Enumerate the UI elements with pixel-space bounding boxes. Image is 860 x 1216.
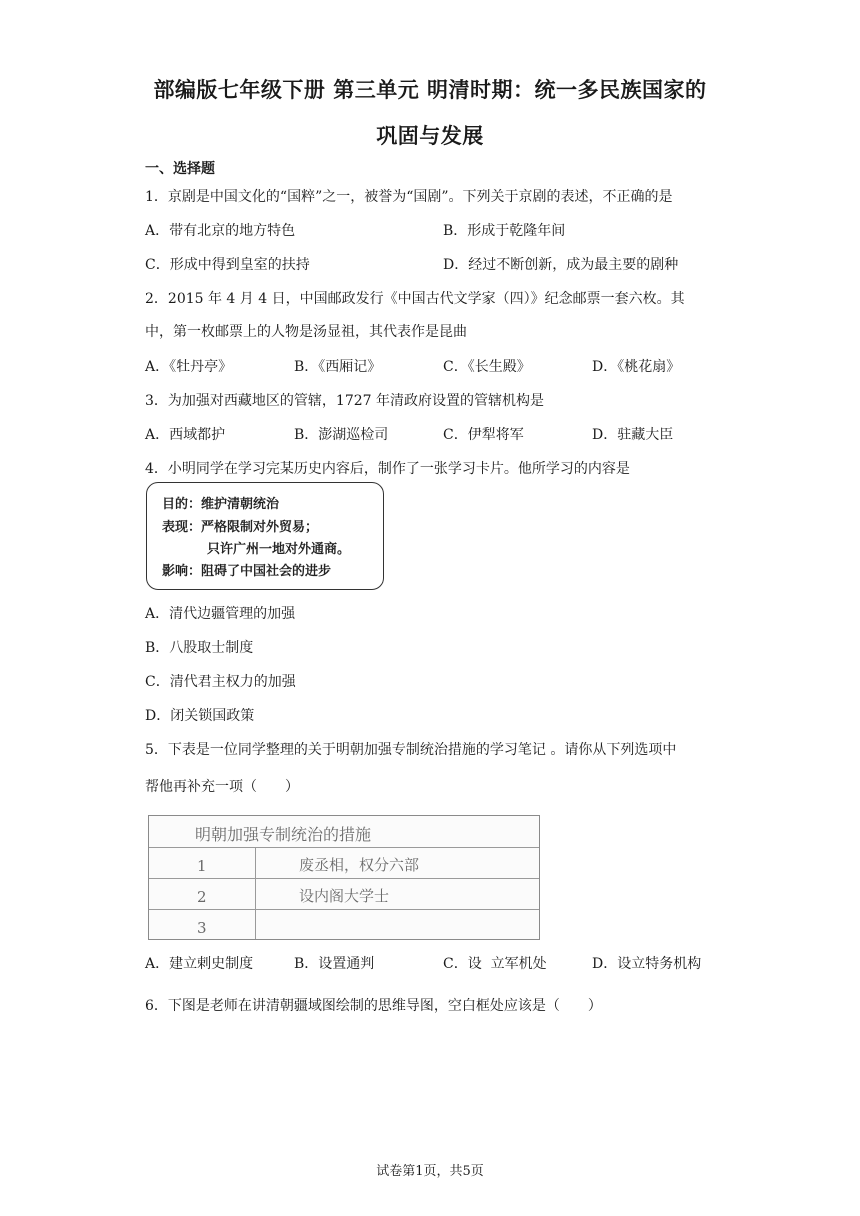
card-line-purpose: 目的：维护清朝统治 bbox=[162, 497, 280, 512]
question-6-stem: 6．下图是老师在讲清朝疆域图绘制的思维导图，空白框处应该是（ ） bbox=[145, 998, 602, 1014]
q3-option-c[interactable]: C．伊犁将军 bbox=[443, 427, 524, 443]
q4-option-d[interactable]: D．闭关锁国政策 bbox=[145, 708, 255, 724]
q3-option-a[interactable]: A．西域都护 bbox=[145, 427, 226, 443]
q4-option-a[interactable]: A．清代边疆管理的加强 bbox=[145, 606, 296, 622]
q5-option-c[interactable]: C．设 立军机处 bbox=[443, 956, 547, 972]
q5-option-a[interactable]: A．建立剌史制度 bbox=[145, 956, 254, 972]
page-title-line-2: 巩固与发展 bbox=[376, 124, 484, 148]
study-card bbox=[146, 482, 384, 590]
card-line-impact: 影响：阻碍了中国社会的进步 bbox=[162, 564, 332, 579]
table-row-num: 3 bbox=[197, 919, 207, 937]
q2-option-a[interactable]: A．《牡丹亭》 bbox=[145, 359, 233, 375]
q2-option-d[interactable]: D．《桃花扇》 bbox=[592, 359, 681, 375]
table-row-num: 2 bbox=[197, 888, 207, 906]
question-3-stem: 3．为加强对西藏地区的管辖，1727 年清政府设置的管辖机构是 bbox=[145, 393, 544, 409]
q1-option-b[interactable]: B．形成于乾隆年间 bbox=[443, 223, 566, 239]
q2-option-c[interactable]: C．《长生殿》 bbox=[443, 359, 531, 375]
measures-table bbox=[148, 815, 540, 940]
table-row-text: 废丞相，权分六部 bbox=[299, 856, 420, 874]
question-2-stem-line-2: 中，第一枚邮票上的人物是汤显祖，其代表作是昆曲 bbox=[145, 324, 467, 340]
q1-option-a[interactable]: A．带有北京的地方特色 bbox=[145, 223, 296, 239]
question-5-stem-line-2: 帮他再补充一项（ ） bbox=[145, 779, 299, 795]
q4-option-b[interactable]: B．八股取士制度 bbox=[145, 640, 254, 656]
section-heading: 一、选择题 bbox=[145, 161, 215, 177]
card-line-manifestation: 表现：严格限制对外贸易； bbox=[162, 520, 319, 535]
question-1-stem: 1．京剧是中国文化的“国粹”之一，被誉为“国剧”。下列关于京剧的表述，不正确的是 bbox=[145, 189, 673, 205]
q5-option-d[interactable]: D．设立特务机构 bbox=[592, 956, 702, 972]
q1-option-c[interactable]: C．形成中得到皇室的扶持 bbox=[145, 257, 310, 273]
table-header: 明朝加强专制统治的措施 bbox=[195, 825, 372, 844]
q1-option-d[interactable]: D．经过不断创新，成为最主要的剧种 bbox=[443, 257, 679, 273]
q3-option-d[interactable]: D．驻藏大臣 bbox=[592, 427, 674, 443]
q2-option-b[interactable]: B．《西厢记》 bbox=[294, 359, 382, 375]
question-5-stem-line-1: 5．下表是一位同学整理的关于明朝加强专制统治措施的学习笔记 。请你从下列选项中 bbox=[145, 742, 677, 758]
table-row-num: 1 bbox=[197, 857, 207, 875]
page-footer: 试卷第1页，共5页 bbox=[376, 1164, 484, 1179]
question-2-stem-line-1: 2．2015 年 4 月 4 日，中国邮政发行《中国古代文学家（四）》纪念邮票一套六枚。其 bbox=[145, 291, 685, 307]
q5-option-b[interactable]: B．设置通判 bbox=[294, 956, 375, 972]
q4-option-c[interactable]: C．清代君主权力的加强 bbox=[145, 674, 296, 690]
page-title-line-1: 部编版七年级下册 第三单元 明清时期：统一多民族国家的 bbox=[153, 78, 707, 102]
table-row-text: 设内阁大学士 bbox=[299, 887, 390, 905]
q3-option-b[interactable]: B．澎湖巡检司 bbox=[294, 427, 389, 443]
question-4-stem: 4．小明同学在学习完某历史内容后，制作了一张学习卡片。他所学习的内容是 bbox=[145, 461, 630, 477]
card-line-manifestation-2: 只许广州一地对外通商。 bbox=[207, 542, 351, 557]
